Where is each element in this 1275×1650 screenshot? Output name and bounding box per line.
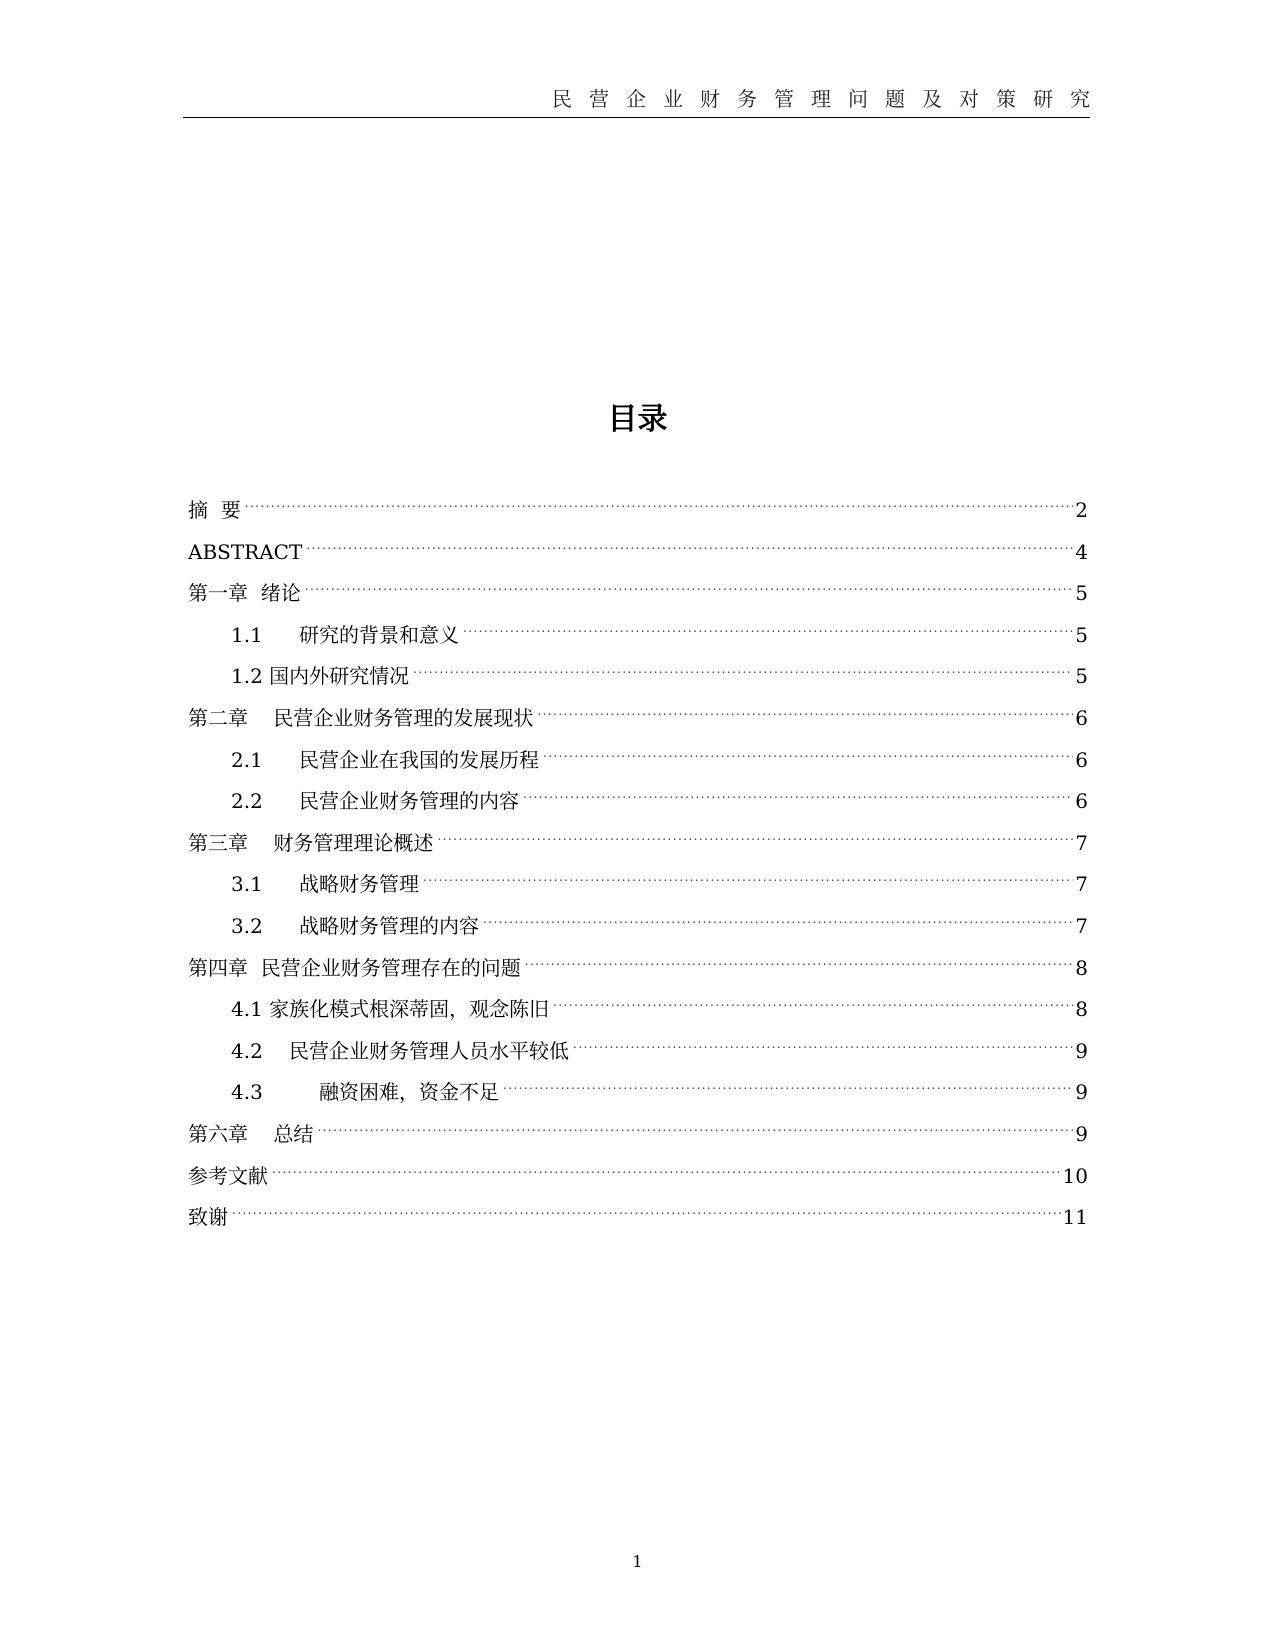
toc-entry-page: 6 <box>1075 747 1088 772</box>
toc-entry[interactable] <box>188 864 1088 906</box>
toc-dot-leader <box>245 491 1074 517</box>
toc-entry-page: 5 <box>1075 581 1088 606</box>
toc-dot-leader <box>437 824 1073 850</box>
table-of-contents <box>188 490 1088 1239</box>
toc-entry-page: 10 <box>1062 1163 1088 1188</box>
toc-dot-leader <box>272 1157 1061 1183</box>
toc-dot-leader <box>523 782 1073 808</box>
toc-entry[interactable] <box>188 1197 1088 1239</box>
toc-entry-page: 9 <box>1075 1121 1088 1146</box>
toc-entry-page: 8 <box>1075 955 1088 980</box>
toc-entry-label: 参考文献 <box>188 1163 268 1188</box>
page-number: 1 <box>632 1552 643 1571</box>
toc-entry[interactable] <box>188 1156 1088 1198</box>
toc-entry[interactable] <box>188 1072 1088 1114</box>
toc-entry-label: 民营企业财务管理人员水平较低 <box>289 1038 569 1063</box>
toc-entry-label: 民营企业在我国的发展历程 <box>299 747 539 772</box>
toc-entry-label: 战略财务管理 <box>299 872 419 897</box>
toc-entry[interactable] <box>188 1114 1088 1156</box>
toc-entry[interactable] <box>188 740 1088 782</box>
toc-entry-label: ABSTRACT <box>188 539 303 564</box>
toc-entry-page: 7 <box>1075 913 1088 938</box>
running-header-title: 民营企业财务管理问题及对策研究 <box>552 87 1107 111</box>
toc-entry-page: 7 <box>1075 830 1088 855</box>
toc-dot-leader <box>232 1198 1061 1224</box>
toc-entry-page: 9 <box>1075 1038 1088 1063</box>
toc-dot-leader <box>423 865 1073 891</box>
toc-dot-leader <box>413 657 1073 683</box>
toc-entry-page: 7 <box>1075 872 1088 897</box>
toc-entry-page: 2 <box>1075 498 1088 522</box>
toc-dot-leader <box>525 949 1074 975</box>
toc-entry-number: 3.2 <box>231 913 263 938</box>
toc-entry-number: 3.1 <box>231 872 263 897</box>
toc-entry-label: 融资困难，资金不足 <box>319 1080 499 1105</box>
toc-entry-page: 6 <box>1075 705 1088 730</box>
toc-entry-label: 民营企业财务管理的内容 <box>299 789 519 814</box>
toc-entry-label: 1.2 国内外研究情况 <box>231 664 410 689</box>
toc-dot-leader <box>305 574 1074 600</box>
toc-entry[interactable] <box>188 948 1088 990</box>
toc-dot-leader <box>503 1073 1073 1099</box>
toc-entry[interactable] <box>188 615 1088 657</box>
toc-entry-number: 1.1 <box>231 622 263 647</box>
toc-entry-label: 战略财务管理的内容 <box>299 913 479 938</box>
toc-dot-leader <box>463 616 1073 642</box>
toc-entry[interactable] <box>188 906 1088 948</box>
toc-entry-number: 2.1 <box>231 747 263 772</box>
toc-entry-label: 摘 要 <box>188 498 241 522</box>
toc-entry[interactable] <box>188 698 1088 740</box>
toc-entry[interactable] <box>188 1031 1088 1073</box>
running-header <box>183 82 1107 118</box>
toc-entry[interactable] <box>188 532 1088 574</box>
toc-dot-leader <box>543 741 1073 767</box>
toc-dot-leader <box>483 907 1073 933</box>
toc-entry-page: 5 <box>1075 622 1088 647</box>
toc-entry-page: 5 <box>1075 664 1088 689</box>
toc-entry[interactable] <box>188 823 1088 865</box>
toc-entry-label: 研究的背景和意义 <box>299 622 459 647</box>
toc-entry-page: 11 <box>1062 1205 1088 1230</box>
toc-entry-page: 8 <box>1075 997 1088 1022</box>
toc-entry-label: 第六章 总结 <box>188 1121 314 1146</box>
toc-entry[interactable] <box>188 573 1088 615</box>
toc-title: 目录 <box>607 402 668 437</box>
toc-entry-number: 2.2 <box>231 789 263 814</box>
toc-entry-page: 9 <box>1075 1080 1088 1105</box>
toc-entry-page: 4 <box>1075 539 1088 564</box>
toc-entry-label: 4.1 家族化模式根深蒂固，观念陈旧 <box>231 997 550 1022</box>
toc-entry-label: 第一章 绪论 <box>188 581 301 606</box>
toc-dot-leader <box>537 699 1073 725</box>
toc-entry-number: 4.3 <box>231 1080 263 1105</box>
toc-dot-leader <box>317 1115 1073 1141</box>
toc-entry[interactable] <box>188 989 1088 1031</box>
toc-entry-label: 第三章 财务管理理论概述 <box>188 830 434 855</box>
toc-entry-label: 致谢 <box>188 1205 228 1230</box>
toc-dot-leader <box>553 990 1073 1016</box>
toc-entry[interactable] <box>188 490 1088 532</box>
toc-dot-leader <box>306 533 1073 559</box>
toc-entry-page: 6 <box>1075 789 1088 814</box>
toc-entry-number: 4.2 <box>231 1038 263 1063</box>
toc-entry[interactable] <box>188 781 1088 823</box>
toc-entry[interactable] <box>188 656 1088 698</box>
toc-entry-label: 第四章 民营企业财务管理存在的问题 <box>188 955 521 980</box>
toc-dot-leader <box>573 1032 1073 1058</box>
toc-entry-label: 第二章 民营企业财务管理的发展现状 <box>188 705 534 730</box>
